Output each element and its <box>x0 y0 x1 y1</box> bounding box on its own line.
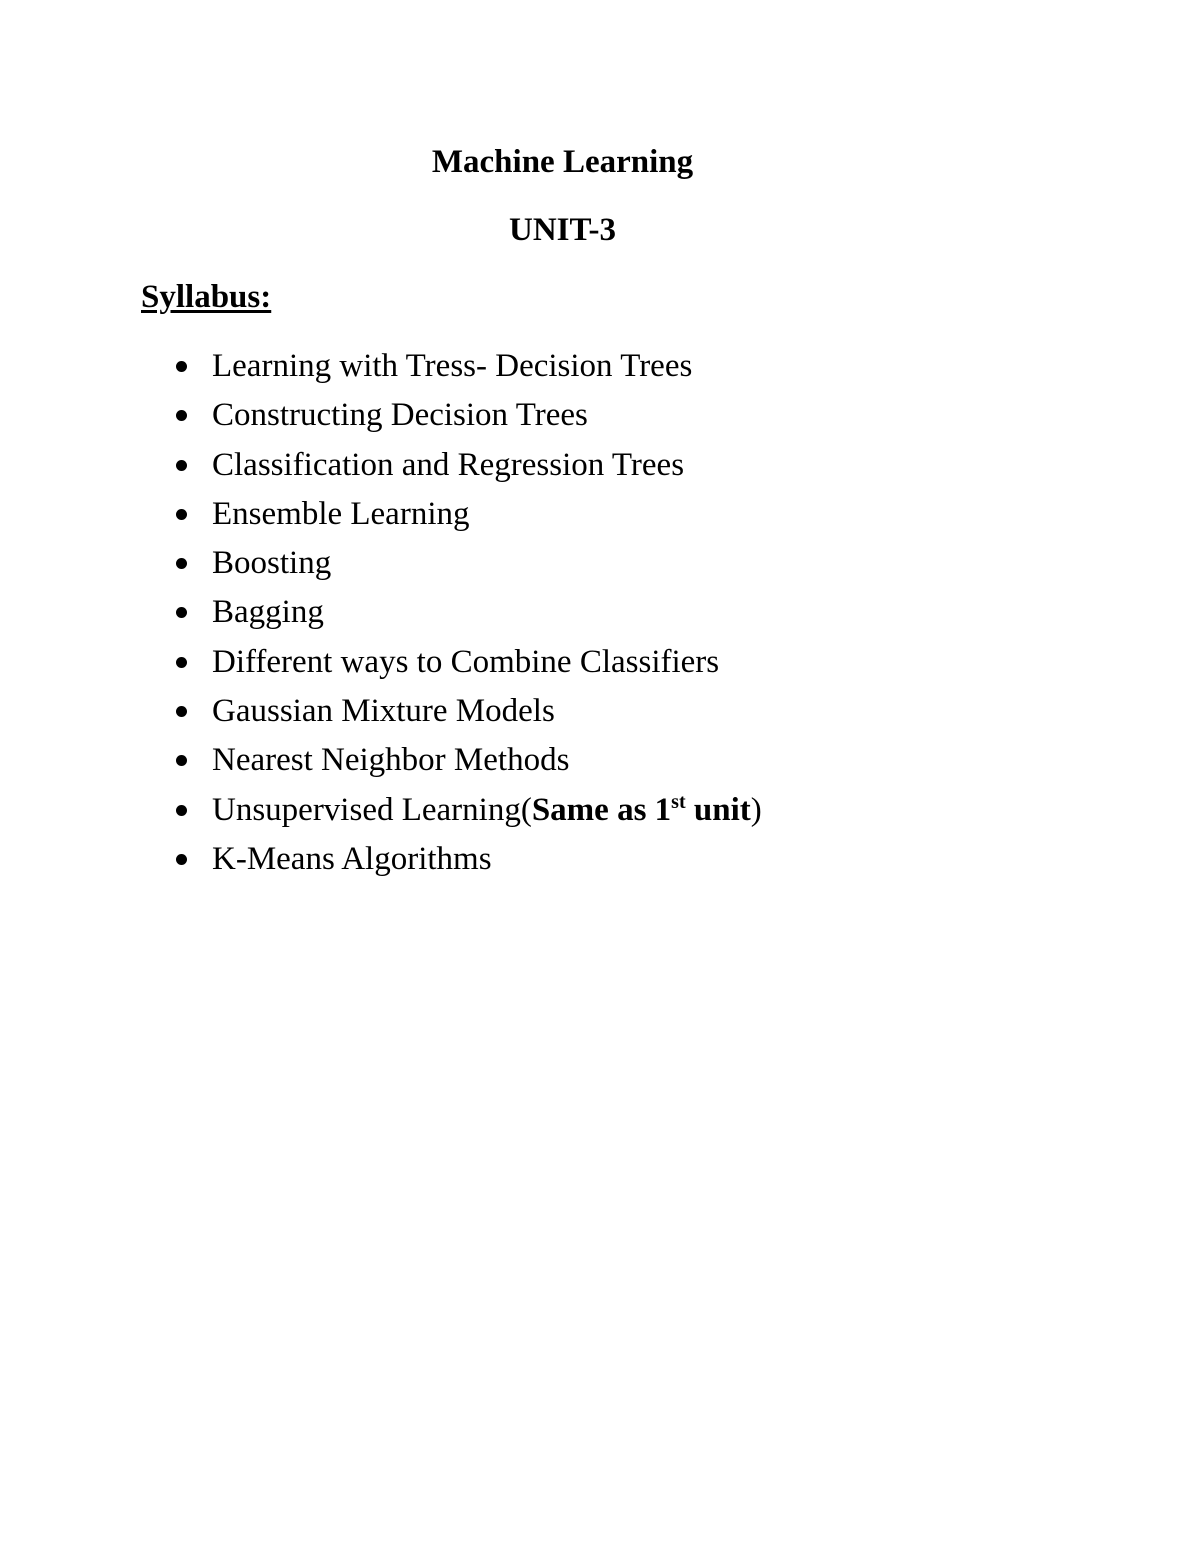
topic-text-unsupervised-learning <box>212 788 762 832</box>
topic-text: Boosting <box>212 545 332 582</box>
bullet-icon <box>176 657 187 668</box>
topic-note-bold: Same as 1 <box>531 791 672 828</box>
bullet-icon <box>176 706 187 717</box>
bullet-icon <box>176 509 187 520</box>
topic-suffix: ) <box>750 791 762 828</box>
bullet-icon <box>176 854 187 865</box>
bullet-icon <box>176 460 187 471</box>
topic-text: Gaussian Mixture Models <box>212 693 555 730</box>
bullet-icon <box>176 755 187 766</box>
topic-text: Ensemble Learning <box>212 495 470 532</box>
syllabus-heading: Syllabus: <box>141 279 272 315</box>
bullet-icon <box>176 558 187 569</box>
topic-text: Learning with Tress- Decision Trees <box>212 348 693 384</box>
document-title: Machine Learning <box>431 144 694 180</box>
bullet-icon <box>176 607 187 618</box>
topic-text: Bagging <box>212 594 324 631</box>
bullet-icon <box>176 410 187 421</box>
topic-text: Different ways to Combine Classifiers <box>212 643 720 680</box>
topic-text: K-Means Algorithms <box>212 840 492 877</box>
topic-prefix: Unsupervised Learning( <box>212 791 532 828</box>
unit-heading: UNIT-3 <box>509 212 616 248</box>
topic-text: Classification and Regression Trees <box>212 446 685 483</box>
bullet-icon <box>176 361 187 372</box>
topic-text: Constructing Decision Trees <box>212 397 588 434</box>
bullet-icon <box>176 805 187 816</box>
topic-note-bold-tail: unit <box>685 791 751 828</box>
topic-text: Nearest Neighbor Methods <box>212 742 570 779</box>
topic-note-superscript: st <box>671 790 686 813</box>
